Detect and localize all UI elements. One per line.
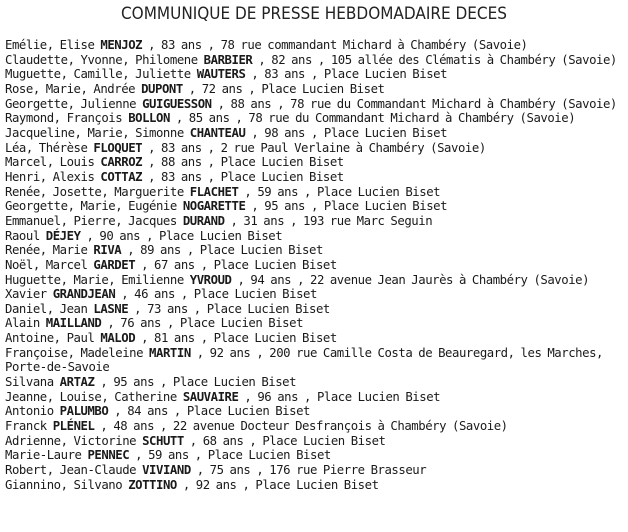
deceased-address: 78 rue du Commandant Michard à Chambéry (Savoie) <box>290 96 617 111</box>
deceased-address: Place Lucien Biset <box>193 287 317 302</box>
deceased-address: Place Lucien Biset <box>186 404 310 419</box>
deceased-surname: MARTIN <box>149 345 191 360</box>
deceased-age: 81 ans <box>154 331 195 346</box>
deceased-surname: SAUVAIRE <box>182 389 239 404</box>
deceased-age: 67 ans <box>154 257 195 272</box>
deceased-address: Place Lucien Biset <box>316 184 441 199</box>
deceased-surname: DÉJEY <box>45 228 81 243</box>
deceased-surname: PENNEC <box>87 448 130 463</box>
deceased-address: 22 avenue Docteur Desfrançois à Chambéry (Savoie) <box>172 419 508 434</box>
deceased-surname: ZOTTINO <box>128 477 177 492</box>
death-notice-entry: Léa, Thérèse FLOQUET , 83 ans , 2 rue Paul Verlaine à Chambéry (Savoie) <box>5 140 486 155</box>
deceased-first-names: Léa, Thérèse <box>5 140 88 155</box>
death-notice-entry: Antonio PALUMBO , 84 ans , Place Lucien Biset <box>5 404 310 419</box>
death-notice-entry: Françoise, Madeleine MARTIN , 92 ans , 200 rue Camille Costa de Beauregard, les Marches, Porte-de-Savoie <box>5 345 603 375</box>
deceased-first-names: Alain <box>5 316 40 331</box>
deceased-age: 88 ans <box>230 96 272 111</box>
deceased-age: 31 ans <box>243 213 285 228</box>
deceased-age: 90 ans <box>99 228 141 243</box>
deceased-address: 78 rue du Commandant Michard à Chambéry (Savoie) <box>248 111 576 126</box>
deceased-age: 46 ans <box>134 287 175 302</box>
deceased-age: 95 ans <box>113 375 155 390</box>
death-notice-entry: Emélie, Elise MENJOZ , 83 ans , 78 rue commandant Michard à Chambéry (Savoie) <box>5 38 528 52</box>
death-notice-entry: Marcel, Louis CARROZ , 88 ans , Place Lucien Biset <box>5 155 344 170</box>
death-notice-entry: Alain MAILLAND , 76 ans , Place Lucien Biset <box>5 316 304 331</box>
death-notice-entry: Raoul DÉJEY , 90 ans , Place Lucien Biset <box>5 228 283 243</box>
deceased-first-names: Henri, Alexis <box>5 169 95 184</box>
death-notice-entry: Muguette, Camille, Juliette WAUTERS , 83 ans , Place Lucien Biset <box>5 67 448 82</box>
deceased-surname: NOGARETTE <box>182 199 246 214</box>
deceased-age: 73 ans <box>147 301 188 316</box>
deceased-first-names: Georgette, Marie, Eugénie <box>5 199 177 214</box>
deceased-surname: ARTAZ <box>59 375 95 390</box>
death-notice-entry: Rose, Marie, Andrée DUPONT , 72 ans , Place Lucien Biset <box>5 81 385 96</box>
deceased-surname: MAILLAND <box>45 316 102 331</box>
deceased-first-names: Renée, Josette, Marguerite <box>5 184 184 199</box>
deceased-age: 48 ans <box>113 419 155 434</box>
deceased-age: 95 ans <box>264 199 306 214</box>
deceased-age: 59 ans <box>148 448 189 463</box>
deceased-surname: SCHUTT <box>142 433 184 448</box>
deceased-first-names: Daniel, Jean <box>5 301 88 316</box>
deceased-age: 84 ans <box>127 404 168 419</box>
deceased-surname: PLÉNEL <box>52 419 95 434</box>
deceased-surname: GRANDJEAN <box>52 287 116 302</box>
death-notice-entry: Daniel, Jean LASNE , 73 ans , Place Lucien Biset <box>5 301 330 316</box>
deceased-first-names: Antonio <box>5 404 54 419</box>
deceased-age: 89 ans <box>140 243 181 258</box>
deceased-first-names: Franck <box>5 419 47 434</box>
deceased-first-names: Marie-Laure <box>5 448 82 463</box>
deceased-address: Place Lucien Biset <box>159 228 283 243</box>
death-notice-entry: Jeanne, Louise, Catherine SAUVAIRE , 96 ans , Place Lucien Biset <box>5 389 441 404</box>
deceased-age: 94 ans <box>250 272 292 287</box>
death-notice-entry: Raymond, François BOLLON , 85 ans , 78 rue du Commandant Michard à Chambéry (Savoie) <box>5 111 576 126</box>
death-notice-entry: Silvana ARTAZ , 95 ans , Place Lucien Biset <box>5 375 297 390</box>
deceased-address: 2 rue Paul Verlaine à Chambéry (Savoie) <box>220 140 486 155</box>
death-notice-entry: Antoine, Paul MALOD , 81 ans , Place Lucien Biset <box>5 331 337 346</box>
deceased-address: Place Lucien Biset <box>261 81 385 96</box>
deceased-surname: CHANTEAU <box>189 125 246 140</box>
deceased-address: 176 rue Pierre Brasseur <box>269 463 427 478</box>
deceased-surname: DURAND <box>182 213 225 228</box>
deceased-address: Place Lucien Biset <box>179 316 304 331</box>
deceased-first-names: Renée, Marie <box>5 243 88 258</box>
deceased-surname: VIVIAND <box>142 463 191 478</box>
deceased-age: 85 ans <box>188 111 230 126</box>
deceased-first-names: Marcel, Louis <box>5 155 95 170</box>
death-notice-entry: Robert, Jean-Claude VIVIAND , 75 ans , 176 rue Pierre Brasseur <box>5 463 427 478</box>
deceased-first-names: Rose, Marie, Andrée <box>5 81 136 96</box>
deceased-address: Place Lucien Biset <box>323 199 448 214</box>
deceased-surname: YVROUD <box>189 272 232 287</box>
deceased-address: Place Lucien Biset <box>220 155 344 170</box>
deceased-address: Place Lucien Biset <box>199 243 323 258</box>
deceased-age: 59 ans <box>257 184 299 199</box>
deceased-surname: LASNE <box>93 301 129 316</box>
deceased-address: Place Lucien Biset <box>172 375 297 390</box>
deceased-age: 98 ans <box>264 125 306 140</box>
deceased-first-names: Françoise, Madeleine <box>5 345 144 360</box>
death-notice-entry: Marie-Laure PENNEC , 59 ans , Place Lucien Biset <box>5 448 331 463</box>
deceased-address: Place Lucien Biset <box>206 301 330 316</box>
deceased-address: Place Lucien Biset <box>213 257 337 272</box>
deceased-surname: PALUMBO <box>59 404 109 419</box>
deceased-surname: FLOQUET <box>93 140 143 155</box>
deceased-surname: GUIGUESSON <box>142 96 212 111</box>
death-notice-entry: Huguette, Marie, Emilienne YVROUD , 94 ans , 22 avenue Jean Jaurès à Chambéry (Savoie) <box>5 272 590 287</box>
deceased-address: Place Lucien Biset <box>316 389 441 404</box>
deceased-first-names: Raoul <box>5 228 40 243</box>
deceased-first-names: Huguette, Marie, Emilienne <box>5 272 184 287</box>
deceased-first-names: Raymond, François <box>5 111 123 126</box>
death-notice-entry: Renée, Josette, Marguerite FLACHET , 59 ans , Place Lucien Biset <box>5 184 441 199</box>
deceased-surname: RIVA <box>93 243 122 258</box>
deceased-first-names: Jacqueline, Marie, Simonne <box>5 125 184 140</box>
deceased-address: 22 avenue Jean Jaurès à Chambéry (Savoie) <box>309 272 590 287</box>
deceased-age: 92 ans <box>195 477 237 492</box>
deceased-address: 193 rue Marc Seguin <box>303 213 433 228</box>
deceased-surname: BARBIER <box>203 52 253 67</box>
deceased-surname: MALOD <box>100 331 136 346</box>
death-notice-entry: Renée, Marie RIVA , 89 ans , Place Lucien Biset <box>5 243 323 258</box>
deceased-age: 83 ans <box>264 67 306 82</box>
deceased-age: 96 ans <box>257 389 299 404</box>
deceased-address: Place Lucien Biset <box>255 477 379 492</box>
death-notice-entry: Georgette, Marie, Eugénie NOGARETTE , 95 ans , Place Lucien Biset <box>5 199 448 214</box>
deceased-surname: MENJOZ <box>100 38 143 52</box>
death-notice-entry: Georgette, Julienne GUIGUESSON , 88 ans , 78 rue du Commandant Michard à Chambéry (Savoie) <box>5 96 617 111</box>
deceased-first-names: Antoine, Paul <box>5 331 95 346</box>
deceased-first-names: Emmanuel, Pierre, Jacques <box>5 213 177 228</box>
deceased-first-names: Muguette, Camille, Juliette <box>5 67 191 82</box>
death-notice-entry: Emmanuel, Pierre, Jacques DURAND , 31 ans , 193 rue Marc Seguin <box>5 213 433 228</box>
deceased-first-names: Noël, Marcel <box>5 257 88 272</box>
deceased-age: 72 ans <box>201 81 243 96</box>
deceased-address: Place Lucien Biset <box>262 433 386 448</box>
deceased-age: 88 ans <box>160 155 202 170</box>
deceased-first-names: Adrienne, Victorine <box>5 433 137 448</box>
deceased-address: Place Lucien Biset <box>207 448 331 463</box>
death-notice-entry: Claudette, Yvonne, Philomene BARBIER , 82 ans , 105 allée des Clématis à Chambéry (Savoie) <box>5 52 617 67</box>
deceased-first-names: Claudette, Yvonne, Philomene <box>5 52 198 67</box>
death-notice-entry: Giannino, Silvano ZOTTINO , 92 ans , Place Lucien Biset <box>5 477 379 492</box>
deceased-surname: COTTAZ <box>100 169 143 184</box>
deceased-surname: FLACHET <box>189 184 239 199</box>
deceased-surname: GARDET <box>93 257 136 272</box>
deceased-age: 83 ans <box>160 169 202 184</box>
death-notice-entry: Adrienne, Victorine SCHUTT , 68 ans , Place Lucien Biset <box>5 433 386 448</box>
deceased-first-names: Xavier <box>5 287 47 302</box>
deceased-age: 68 ans <box>202 433 244 448</box>
deceased-surname: WAUTERS <box>196 67 246 82</box>
deceased-address: Place Lucien Biset <box>323 125 448 140</box>
deceased-address: 105 allée des Clématis à Chambéry (Savoie) <box>330 52 617 67</box>
page-title: COMMUNIQUE DE PRESSE HEBDOMADAIRE DECES <box>121 4 507 24</box>
death-notice-entry: Xavier GRANDJEAN , 46 ans , Place Lucien Biset <box>5 287 317 302</box>
deceased-first-names: Robert, Jean-Claude <box>5 463 137 478</box>
deceased-first-names: Giannino, Silvano <box>5 477 123 492</box>
death-notice-entry: Jacqueline, Marie, Simonne CHANTEAU , 98 ans , Place Lucien Biset <box>5 125 448 140</box>
deceased-surname: DUPONT <box>141 81 183 96</box>
deceased-surname: CARROZ <box>100 155 143 170</box>
deceased-age: 82 ans <box>271 52 312 67</box>
deceased-age: 76 ans <box>120 316 161 331</box>
deceased-address: 78 rue commandant Michard à Chambéry (Savoie) <box>220 38 528 52</box>
death-notice-list <box>5 38 625 492</box>
deceased-address: Place Lucien Biset <box>220 169 344 184</box>
death-notice-entry: Franck PLÉNEL , 48 ans , 22 avenue Docteur Desfrançois à Chambéry (Savoie) <box>5 419 508 434</box>
death-notice-entry: Henri, Alexis COTTAZ , 83 ans , Place Lucien Biset <box>5 169 344 184</box>
deceased-first-names: Jeanne, Louise, Catherine <box>5 389 177 404</box>
deceased-age: 75 ans <box>209 463 251 478</box>
deceased-first-names: Emélie, Elise <box>5 38 95 52</box>
deceased-age: 92 ans <box>209 345 251 360</box>
deceased-address: Place Lucien Biset <box>213 331 337 346</box>
deceased-surname: BOLLON <box>128 111 170 126</box>
deceased-first-names: Silvana <box>5 375 54 390</box>
deceased-age: 83 ans <box>160 38 202 52</box>
deceased-address: Place Lucien Biset <box>323 67 448 82</box>
death-notice-entry: Noël, Marcel GARDET , 67 ans , Place Lucien Biset <box>5 257 337 272</box>
deceased-address: 200 rue Camille Costa de Beauregard, les Marches, Porte-de-Savoie <box>5 345 603 375</box>
deceased-first-names: Georgette, Julienne <box>5 96 137 111</box>
deceased-age: 83 ans <box>160 140 202 155</box>
